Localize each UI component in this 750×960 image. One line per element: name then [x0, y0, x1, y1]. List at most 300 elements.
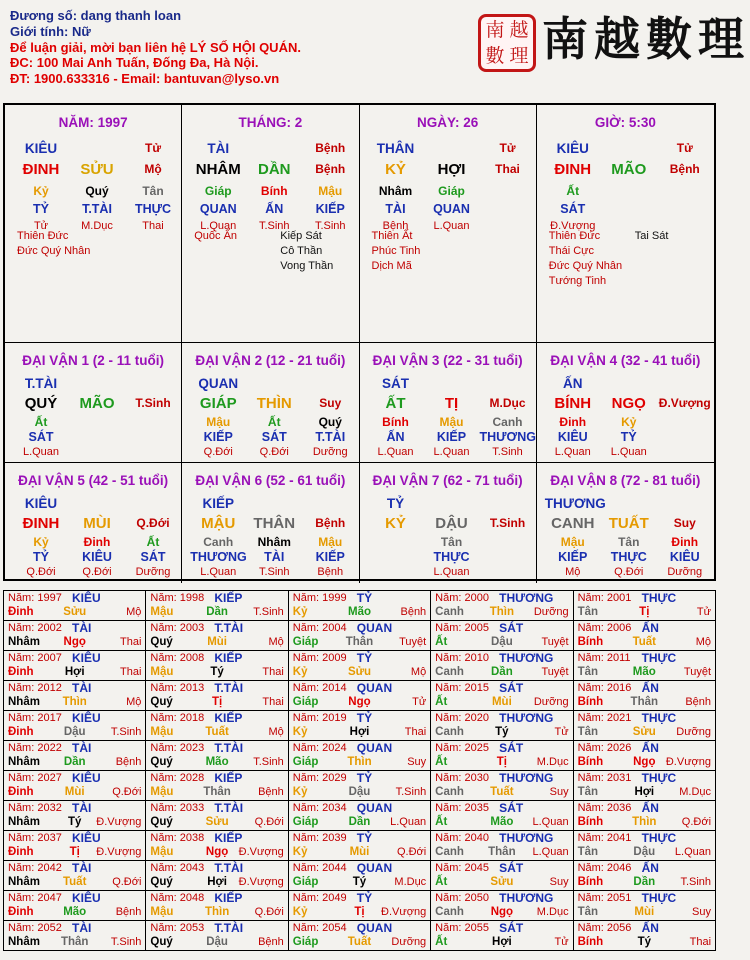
year-label: Năm: 2034 — [292, 802, 347, 814]
hidden-life-stage: L.Quan — [433, 565, 470, 578]
year-life-stage: Thai — [120, 636, 142, 648]
heavenly-stem: KỶ — [385, 514, 406, 532]
hidden-stem: Tân — [618, 534, 640, 549]
chart-header — [10, 8, 301, 87]
hidden-life-stage: L.Quan — [377, 445, 414, 458]
year-cell — [146, 891, 288, 921]
year-label: Năm: 2036 — [577, 802, 632, 814]
year-god: THỰC — [641, 891, 677, 905]
year-god: THƯƠNG — [499, 591, 554, 605]
year-branch: Thân — [488, 846, 516, 858]
year-stem: Đinh — [8, 726, 34, 738]
pillar-title: GIỜ: 5:30 — [594, 115, 656, 130]
year-stem: Mậu — [150, 606, 174, 618]
year-branch: Ngọ — [63, 636, 86, 648]
year-cell — [431, 801, 573, 831]
heavenly-stem: ĐINH — [22, 514, 60, 532]
year-stem: Mậu — [150, 906, 174, 918]
stem-life-stage: Tử — [144, 141, 162, 155]
year-life-stage: Tuyệt — [399, 636, 427, 648]
year-cell — [4, 711, 146, 741]
earthly-branch: TUẤT — [608, 514, 649, 532]
year-god: KIÊU — [72, 831, 101, 845]
year-cell — [288, 861, 430, 891]
earthly-branch: THÌN — [256, 394, 292, 412]
hidden-stem: Mậu — [439, 414, 464, 429]
hidden-god: TÀI — [385, 201, 406, 216]
year-stem: Mậu — [150, 666, 174, 678]
year-branch: Dậu — [206, 936, 228, 948]
stem-life-stage: Tử — [499, 141, 516, 155]
year-cell — [4, 921, 146, 951]
hidden-god: ẤN — [386, 429, 405, 444]
star-left: Thiên Ất — [371, 230, 413, 242]
year-cell — [146, 591, 288, 621]
hidden-life-stage: L.Quan — [200, 565, 237, 578]
logo-title: 南越數理 — [542, 12, 750, 66]
hidden-stem: Nhâm — [378, 184, 413, 198]
year-stem: Tân — [577, 906, 599, 918]
year-life-stage: Thai — [262, 696, 284, 708]
year-stem: Kỷ — [292, 846, 308, 858]
year-god: QUAN — [356, 921, 393, 935]
hidden-stem: Tân — [440, 534, 463, 549]
year-branch: Mão — [205, 756, 229, 768]
year-stem: Ất — [435, 816, 448, 828]
year-god: TỶ — [356, 831, 373, 845]
year-label: Năm: 2022 — [8, 742, 62, 754]
year-cell — [288, 771, 430, 801]
year-cell — [288, 621, 430, 651]
star-left: Phúc Tinh — [371, 245, 421, 257]
hidden-life-stage: L.Quan — [554, 445, 591, 458]
year-branch: Tuất — [62, 876, 87, 888]
hidden-god: KIÊU — [669, 549, 700, 564]
hidden-life-stage: Bệnh — [317, 565, 344, 578]
hidden-god: THỰC — [433, 549, 470, 564]
hidden-life-stage: T.Sinh — [492, 445, 523, 458]
year-stem: Giáp — [292, 696, 319, 708]
year-cell — [431, 591, 573, 621]
stem-god: KIÊU — [24, 495, 58, 511]
star-right: Vong Thần — [280, 260, 334, 272]
year-god: T.TÀI — [214, 861, 244, 875]
year-branch: Tuất — [205, 726, 229, 738]
year-label: Năm: 2027 — [8, 772, 62, 784]
year-branch: Tý — [210, 666, 224, 678]
year-stem: Quý — [150, 636, 173, 648]
year-label: Năm: 2024 — [292, 742, 347, 754]
year-branch: Tý — [495, 726, 509, 738]
year-cell — [288, 681, 430, 711]
year-life-stage: Q.Đới — [254, 816, 284, 828]
year-branch: Tị — [496, 756, 507, 768]
year-branch: Thìn — [62, 696, 87, 708]
year-label: Năm: 2018 — [150, 712, 205, 724]
year-label: Năm: 2000 — [435, 592, 489, 604]
year-cell — [4, 861, 146, 891]
earthly-branch: DẦN — [258, 160, 291, 178]
year-life-stage: Tử — [554, 726, 569, 738]
branch-life-stage: Mộ — [144, 162, 162, 176]
year-cell — [573, 861, 715, 891]
year-cell — [573, 831, 715, 861]
year-branch: Tuất — [347, 936, 372, 948]
year-branch: Tị — [211, 696, 223, 708]
year-stem: Ất — [435, 636, 448, 648]
year-cell — [573, 711, 715, 741]
year-branch: Thìn — [204, 906, 230, 918]
hidden-stem: Canh — [492, 414, 523, 429]
hidden-life-stage: T.Sinh — [258, 565, 290, 578]
year-label: Năm: 2041 — [577, 832, 632, 844]
year-cell — [146, 801, 288, 831]
year-god: THƯƠNG — [499, 651, 554, 665]
year-label: Năm: 1998 — [150, 592, 205, 604]
year-branch: Thân — [203, 786, 231, 798]
year-cell — [4, 741, 146, 771]
year-cell — [4, 771, 146, 801]
year-branch: Sửu — [347, 666, 371, 678]
year-stem: Ất — [435, 756, 448, 768]
luck-period-8 — [537, 463, 714, 583]
table-row — [4, 921, 716, 951]
year-branch: Tý — [352, 876, 367, 888]
hidden-life-stage: L.Quan — [200, 219, 237, 232]
year-life-stage: Đ.Vượng — [381, 906, 427, 918]
stem-god: KIÊU — [556, 140, 589, 156]
year-life-stage: Q.Đới — [681, 816, 712, 828]
hidden-life-stage: Dưỡng — [667, 565, 703, 578]
year-label: Năm: 2015 — [435, 682, 489, 694]
year-branch: Mùi — [207, 636, 227, 648]
hidden-god: TỶ — [33, 549, 49, 564]
pillar-hour — [537, 105, 714, 343]
year-label: Năm: 2011 — [577, 652, 631, 664]
year-branch: Thìn — [347, 756, 372, 768]
hidden-life-stage: L.Quan — [433, 445, 470, 458]
hidden-life-stage: Q.Đới — [259, 445, 289, 458]
year-stem: Tân — [577, 606, 599, 618]
hidden-god: T.TÀI — [82, 201, 112, 216]
year-life-stage: Thai — [689, 936, 712, 948]
luck-period-3 — [360, 343, 537, 463]
year-label: Năm: 2013 — [150, 682, 205, 694]
year-life-stage: Đ.Vượng — [238, 846, 284, 858]
year-label: Năm: 2014 — [292, 682, 347, 694]
year-life-stage: Tuyệt — [683, 666, 712, 678]
year-branch: Tị — [69, 846, 80, 858]
year-branch: Dần — [348, 816, 371, 828]
year-life-stage: Bệnh — [258, 936, 284, 948]
year-branch: Mão — [632, 666, 656, 678]
year-life-stage: Dưỡng — [533, 606, 569, 618]
branch-life-stage: Thai — [495, 162, 520, 176]
year-stem: Nhâm — [8, 936, 40, 948]
year-label: Năm: 2039 — [292, 832, 347, 844]
year-branch: Thìn — [632, 816, 657, 828]
year-branch: Ngọ — [348, 696, 371, 708]
year-cell — [573, 921, 715, 951]
luck-period-7 — [360, 463, 537, 583]
year-branch: Tý — [637, 936, 651, 948]
year-life-stage: Dưỡng — [533, 696, 569, 708]
year-god: KIẾP — [214, 771, 243, 785]
year-god: THƯƠNG — [499, 891, 554, 905]
table-row — [4, 861, 716, 891]
year-cell — [431, 861, 573, 891]
year-stem: Đinh — [8, 786, 34, 798]
year-life-stage: Suy — [549, 786, 569, 798]
year-branch: Mùi — [491, 696, 512, 708]
year-stem: Kỷ — [292, 726, 308, 738]
year-branch: Mùi — [349, 846, 370, 858]
year-label: Năm: 2038 — [150, 832, 205, 844]
year-label: Năm: 2003 — [150, 622, 205, 634]
year-god: KIÊU — [72, 891, 101, 905]
earthly-branch: MÃO — [611, 160, 647, 178]
year-label: Năm: 2008 — [150, 652, 205, 664]
year-branch: Thân — [345, 636, 374, 648]
year-label: Năm: 2050 — [435, 892, 489, 904]
hidden-life-stage: Q.Đới — [82, 565, 112, 578]
hidden-stem: Quý — [85, 184, 109, 198]
year-stem: Đinh — [8, 606, 34, 618]
luck-title: ĐẠI VẬN 7 (62 - 71 tuổi) — [372, 473, 523, 488]
table-row — [4, 891, 716, 921]
year-cell — [4, 831, 146, 861]
hidden-stem: Nhâm — [257, 534, 291, 549]
year-label: Năm: 2056 — [577, 922, 632, 934]
year-branch: Sửu — [632, 726, 656, 738]
year-stem: Quý — [150, 936, 173, 948]
stem-god: ẤN — [563, 375, 583, 391]
stars-list — [17, 229, 177, 259]
hidden-life-stage: L.Quan — [433, 219, 470, 232]
year-god: TÀI — [72, 621, 92, 635]
year-life-stage: Thai — [120, 666, 142, 678]
year-cell — [573, 681, 715, 711]
hidden-god: TÀI — [264, 549, 285, 564]
year-cell — [288, 711, 430, 741]
year-cell — [288, 801, 430, 831]
year-life-stage: Suy — [549, 876, 569, 888]
year-cell — [288, 651, 430, 681]
stem-life-stage: Bệnh — [315, 141, 346, 155]
year-label: Năm: 2042 — [8, 862, 62, 874]
year-stem: Quý — [150, 816, 173, 828]
star-left: Quốc Ấn — [194, 230, 238, 242]
year-cell — [573, 771, 715, 801]
hidden-god: QUAN — [433, 201, 470, 216]
year-branch: Tuất — [490, 786, 514, 798]
year-branch: Mùi — [634, 906, 655, 918]
hidden-life-stage: L.Quan — [610, 445, 647, 458]
year-label: Năm: 2054 — [292, 922, 347, 934]
hidden-god: TỶ — [33, 201, 49, 216]
year-cell — [4, 891, 146, 921]
hidden-god: SÁT — [140, 549, 166, 564]
year-stem: Quý — [150, 756, 173, 768]
heavenly-stem: NHÂM — [195, 160, 241, 178]
year-label: Năm: 2021 — [577, 712, 632, 724]
year-god: TỶ — [356, 651, 373, 665]
earthly-branch: TỊ — [444, 394, 459, 412]
year-stem: Quý — [150, 696, 173, 708]
table-row — [4, 621, 716, 651]
year-life-stage: Mộ — [126, 606, 142, 618]
year-stem: Giáp — [292, 756, 319, 768]
hidden-stem: Kỷ — [33, 184, 49, 198]
year-life-stage: Bệnh — [115, 756, 142, 768]
year-stem: Canh — [435, 846, 464, 858]
four-pillars-grid — [3, 103, 716, 581]
year-life-stage: M.Dục — [679, 786, 712, 798]
year-god: TÀI — [72, 861, 92, 875]
table-row — [4, 591, 716, 621]
year-branch: Thìn — [489, 606, 515, 618]
address-line: ĐC: 100 Mai Anh Tuấn, Đống Đa, Hà Nội. — [10, 55, 259, 71]
year-stem: Kỷ — [292, 786, 308, 798]
earthly-branch: MÙI — [83, 514, 111, 532]
year-stem: Nhâm — [8, 756, 40, 768]
hidden-life-stage: Tử — [33, 219, 49, 232]
hidden-life-stage: Dưỡng — [312, 445, 348, 458]
stem-god: THÂN — [376, 140, 415, 156]
year-god: SÁT — [499, 921, 524, 935]
luck-period-6 — [182, 463, 359, 583]
hidden-life-stage: Q.Đới — [203, 445, 233, 458]
year-life-stage: Q.Đới — [112, 786, 142, 798]
hidden-god: THƯƠNG — [190, 549, 247, 564]
year-god: THỰC — [641, 591, 677, 605]
year-cell — [288, 591, 430, 621]
year-god: THỰC — [641, 651, 677, 665]
year-cell — [146, 621, 288, 651]
year-cell — [146, 651, 288, 681]
earthly-branch: DẬU — [435, 514, 468, 532]
hidden-god: TỶ — [620, 429, 637, 444]
year-stem: Kỷ — [292, 666, 308, 678]
year-cell — [288, 741, 430, 771]
life-stage: Suy — [673, 516, 696, 530]
year-stem: Kỷ — [292, 606, 308, 618]
hidden-stem: Tân — [142, 184, 164, 198]
year-god: ẤN — [641, 681, 659, 695]
year-label: Năm: 2005 — [435, 622, 489, 634]
year-life-stage: L.Quan — [390, 816, 427, 828]
year-label: Năm: 2017 — [8, 712, 62, 724]
year-cell — [288, 921, 430, 951]
year-label: Năm: 2025 — [435, 742, 489, 754]
luck-period-2 — [182, 343, 359, 463]
year-label: Năm: 2002 — [8, 622, 62, 634]
year-stem: Bính — [577, 756, 604, 768]
earthly-branch: THÂN — [253, 514, 296, 532]
year-life-stage: M.Dục — [536, 906, 569, 918]
year-label: Năm: 2032 — [8, 802, 62, 814]
year-label: Năm: 2012 — [8, 682, 62, 694]
year-cell — [431, 831, 573, 861]
stem-god: QUAN — [198, 375, 239, 391]
year-life-stage: M.Dục — [536, 756, 569, 768]
star-left: Thiên Đức — [17, 230, 69, 242]
year-stem: Tân — [577, 786, 599, 798]
hidden-stem: Kỷ — [621, 414, 637, 429]
hidden-stem: Đinh — [559, 414, 587, 429]
pillar-title: NGÀY: 26 — [416, 115, 479, 130]
hidden-god: KIẾP — [315, 549, 345, 564]
year-god: THỰC — [641, 771, 677, 785]
year-cell — [431, 891, 573, 921]
year-life-stage: Suy — [407, 756, 427, 768]
year-god: ẤN — [641, 621, 659, 635]
year-stem: Giáp — [292, 636, 319, 648]
hidden-life-stage: M.Dục — [81, 219, 113, 232]
year-life-stage: Dưỡng — [676, 726, 712, 738]
year-life-stage: Q.Đới — [396, 846, 427, 858]
year-branch: Ngọ — [205, 846, 229, 858]
year-god: KIẾP — [214, 651, 243, 665]
year-stem: Mậu — [150, 846, 174, 858]
table-row — [4, 711, 716, 741]
year-cell — [146, 921, 288, 951]
year-god: T.TÀI — [214, 921, 244, 935]
star-right: Tai Sát — [634, 230, 669, 242]
year-life-stage: Tử — [696, 606, 712, 618]
hidden-god: KIÊU — [82, 549, 112, 564]
year-god: ẤN — [641, 921, 659, 935]
year-stem: Nhâm — [8, 636, 40, 648]
stem-god: TỶ — [386, 495, 405, 511]
hidden-stem: Ất — [146, 534, 160, 549]
heavenly-stem: MẬU — [201, 514, 236, 532]
heavenly-stem: ĐINH — [22, 160, 60, 178]
year-label: Năm: 2026 — [577, 742, 632, 754]
hidden-stem: Ất — [34, 414, 48, 429]
year-god: T.TÀI — [214, 741, 244, 755]
luck-period-1 — [5, 343, 182, 463]
year-god: THƯƠNG — [499, 711, 554, 725]
year-label: Năm: 2007 — [8, 652, 62, 664]
year-god: TÀI — [72, 741, 92, 755]
year-label: Năm: 2043 — [150, 862, 205, 874]
hidden-life-stage: Dưỡng — [135, 565, 171, 578]
year-stem: Canh — [435, 906, 464, 918]
year-stem: Kỷ — [292, 906, 308, 918]
luck-period-4 — [537, 343, 714, 463]
year-god: KIÊU — [72, 591, 101, 605]
year-god: KIÊU — [72, 711, 101, 725]
year-life-stage: L.Quan — [532, 816, 569, 828]
year-life-stage: L.Quan — [674, 846, 712, 858]
year-life-stage: Q.Đới — [254, 906, 284, 918]
hidden-life-stage: T.Sinh — [314, 219, 346, 232]
star-left: Thiên Đức — [548, 230, 601, 242]
year-label: Năm: 2048 — [150, 892, 205, 904]
luck-title: ĐẠI VẬN 6 (52 - 61 tuổi) — [195, 473, 346, 488]
star-left: Đức Quý Nhân — [548, 260, 623, 272]
annual-years-table — [3, 590, 716, 951]
year-stem: Nhâm — [8, 696, 40, 708]
year-branch: Dần — [633, 876, 656, 888]
year-life-stage: Thai — [404, 726, 427, 738]
year-god: ẤN — [641, 861, 659, 875]
year-life-stage: T.Sinh — [680, 876, 712, 888]
hidden-god: T.TÀI — [315, 429, 346, 444]
stars-list — [549, 229, 710, 289]
year-god: KIÊU — [72, 651, 101, 665]
